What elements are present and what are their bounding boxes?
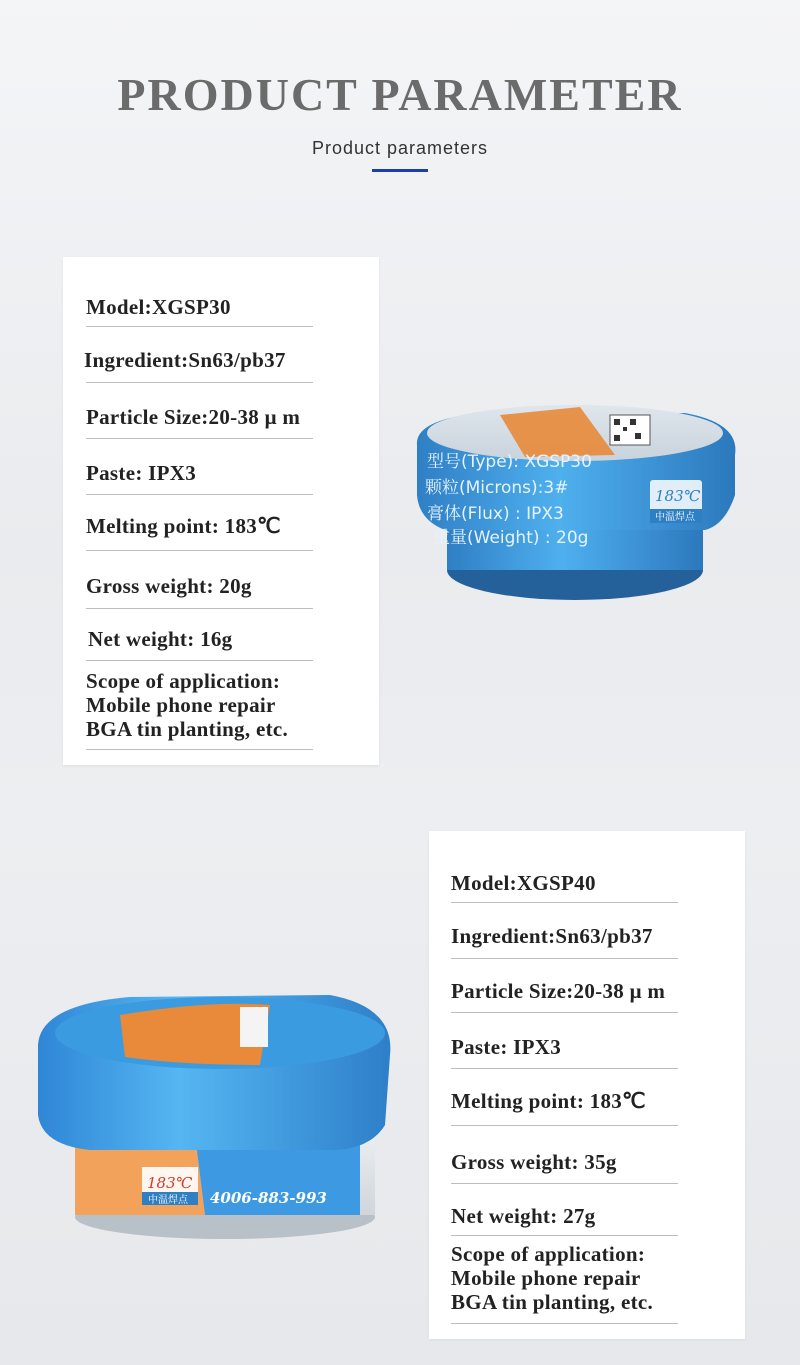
scope-line: Scope of application: [451,1242,646,1266]
divider [86,326,313,327]
jar-label-microns: 颗粒(Microns):3# [425,478,569,498]
divider [451,902,678,903]
divider [86,438,313,439]
solder-paste-jar-1-image [405,395,745,610]
badge-temperature: 183℃ [147,1174,193,1192]
spec-particle-size: Particle Size:20-38 μ m [451,979,666,1003]
page-title: PRODUCT PARAMETER [117,69,683,120]
spec-melting-point: Melting point: 183℃ [86,514,281,538]
jar-hotline: 4006-883-993 [210,1189,327,1207]
spec-model: Model:XGSP40 [451,871,596,895]
scope-line: Mobile phone repair [451,1266,641,1290]
divider [86,550,313,551]
product-spec-card-2 [429,831,745,1339]
spec-scope [86,669,288,741]
divider [86,608,313,609]
scope-line: Scope of application: [86,669,281,693]
scope-line: BGA tin planting, etc. [451,1290,654,1314]
divider [86,749,313,750]
divider [451,1323,678,1324]
spec-ingredient: Ingredient:Sn63/pb37 [84,348,286,372]
badge-caption: 中温焊点 [148,1195,188,1206]
divider [451,1125,678,1126]
spec-net-weight: Net weight: 16g [88,627,233,651]
spec-gross-weight: Gross weight: 35g [451,1150,617,1174]
divider [451,1012,678,1013]
title-underline [372,169,428,172]
solder-paste-jar-2-image [30,985,400,1245]
badge-caption: 中温焊点 [655,512,695,523]
spec-particle-size: Particle Size:20-38 μ m [86,405,301,429]
divider [451,1183,678,1184]
spec-gross-weight: Gross weight: 20g [86,574,252,598]
divider [86,660,313,661]
jar-label-weight: 重量(Weight) : 20g [433,528,589,548]
scope-line: Mobile phone repair [86,693,276,717]
spec-model: Model:XGSP30 [86,295,231,319]
page-subtitle: Product parameters [311,138,489,158]
spec-scope [451,1242,653,1314]
product-spec-card-1 [63,257,379,765]
divider [451,1235,678,1236]
jar-label-type: 型号(Type): XGSP30 [427,452,592,472]
spec-net-weight: Net weight: 27g [451,1204,596,1228]
spec-ingredient: Ingredient:Sn63/pb37 [451,924,653,948]
divider [86,382,313,383]
spec-melting-point: Melting point: 183℃ [451,1089,646,1113]
badge-temperature: 183℃ [655,487,701,505]
spec-paste: Paste: IPX3 [86,461,197,485]
spec-paste: Paste: IPX3 [451,1035,562,1059]
jar-label-flux: 膏体(Flux) : IPX3 [427,504,564,524]
divider [451,1068,678,1069]
divider [451,958,678,959]
divider [86,494,313,495]
scope-line: BGA tin planting, etc. [86,717,289,741]
